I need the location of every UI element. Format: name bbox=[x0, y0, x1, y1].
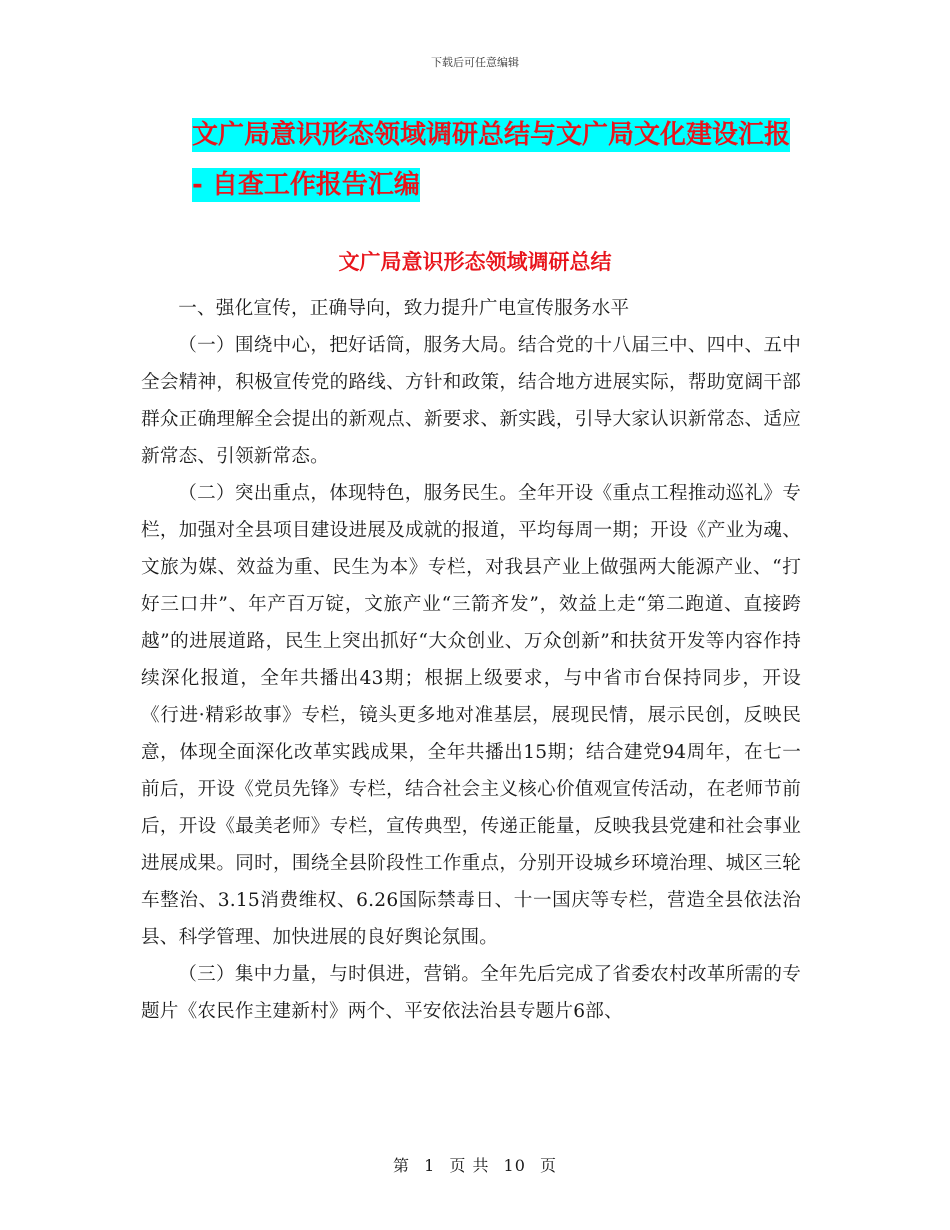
footer-total-pages: 10 bbox=[503, 1156, 526, 1175]
footer-prefix: 第 bbox=[392, 1156, 410, 1175]
paragraph: （二）突出重点，体现特色，服务民生。全年开设《重点工程推动巡礼》专栏，加强对全县项目建设进展及成就的报道，平均每周一期；开设《产业为魂、文旅为媒、效益为重、民生为本》专栏，对我县产业上做强两大能源产业、“打好三口井”、年产百万锭，文旅产业“三箭齐发”，效益上走“第二跑道、直接跨越”的进展道路，民生上突出抓好“大众创业、万众创新”和扶贫开发等内容作持续深化报道，全年共播出43期；根据上级要求，与中省市台保持同步，开设《行进·精彩故事》专栏，镜头更多地对准基层，展现民情，展示民创，反映民意，体现全面深化改革实践成果，全年共播出15期；结合建党94周年，在七一前后，开设《党员先锋》专栏，结合社会主义核心价值观宣传活动，在老师节前后，开设《最美老师》专栏，宣传典型，传递正能量，反映我县党建和社会事业进展成果。同时，围绕全县阶段性工作重点，分别开设城乡环境治理、城区三轮车整治、3.15消费维权、6.26国际禁毒日、十一国庆等专栏，营造全县依法治县、科学管理、加快进展的良好舆论氛围。 bbox=[141, 483, 801, 948]
footer-suffix: 页 bbox=[540, 1156, 558, 1175]
footer-page-number: 1 bbox=[424, 1156, 436, 1175]
section-title: 文广局意识形态领域调研总结 bbox=[338, 250, 612, 274]
paragraph: （三）集中力量，与时俱进，营销。全年先后完成了省委农村改革所需的专题片《农民作主建新村》两个、平安依法治县专题片6部、 bbox=[141, 964, 801, 1022]
header-note: 下载后可任意编辑 bbox=[431, 56, 519, 69]
paragraph-heading: 一、强化宣传，正确导向，致力提升广电宣传服务水平 bbox=[178, 298, 630, 319]
document-title bbox=[192, 110, 812, 210]
title-line-1-text: 文广局意识形态领域调研总结与文广局文化建设汇报 bbox=[192, 120, 791, 150]
title-line-1 bbox=[192, 110, 812, 160]
title-line-2-text: - 自查工作报告汇编 bbox=[192, 170, 420, 200]
title-line-2 bbox=[192, 160, 812, 210]
footer-middle: 页 共 bbox=[449, 1156, 490, 1175]
paragraph: （一）围绕中心，把好话筒，服务大局。结合党的十八届三中、四中、五中全会精神，积极宣传党的路线、方针和政策，结合地方进展实际，帮助宽阔干部群众正确理解全会提出的新观点、新要求、新实践，引导大家认识新常态、适应新常态、引领新常态。 bbox=[141, 335, 801, 467]
page-footer bbox=[0, 1153, 950, 1176]
body-text bbox=[141, 290, 801, 1030]
